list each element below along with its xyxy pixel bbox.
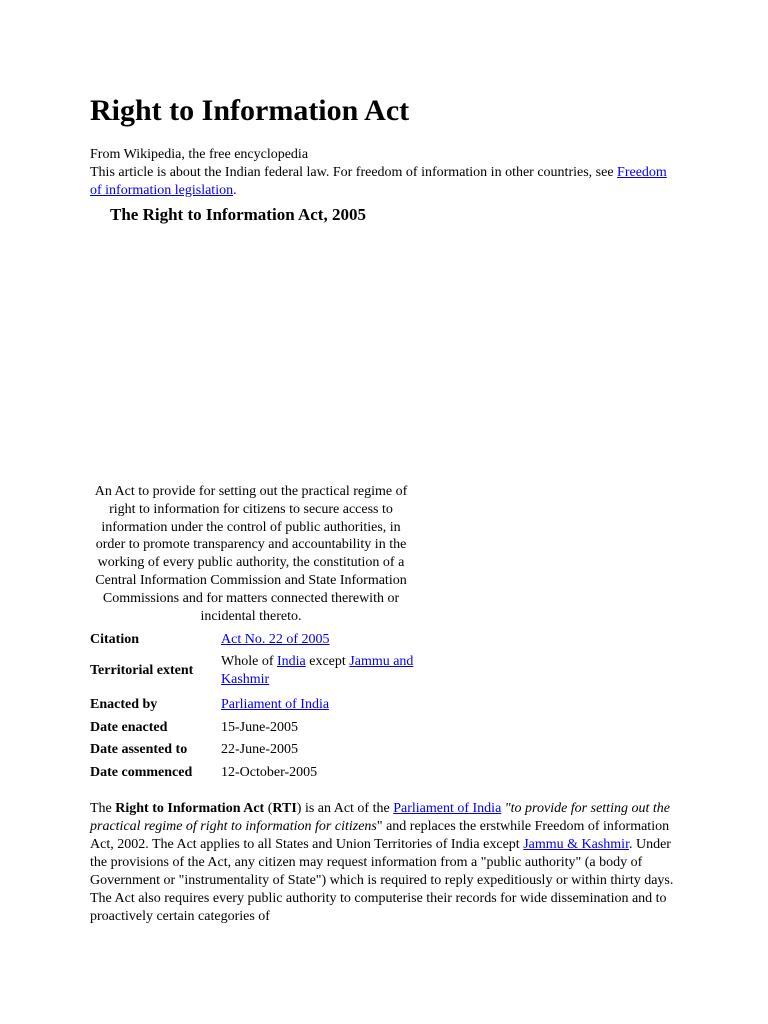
article-meta [90,146,680,200]
parliament-of-india-link[interactable]: Parliament of India [221,696,330,712]
date-enacted-value: 15-June-2005 [221,719,298,735]
infobox-row-date-enacted [90,716,420,739]
extent-mid: except [305,654,350,669]
rti-abbrev-bold: RTI [272,801,297,816]
body-text-1: The [90,801,116,816]
infobox-title: The Right to Information Act, 2005 [110,205,366,224]
date-assented-label: Date assented to [90,742,188,757]
infobox-row-extent [90,651,420,691]
enacted-by-value [221,696,416,714]
act-name-bold: Right to Information Act [115,801,265,816]
extent-value [221,653,416,689]
page-title: Right to Information Act [90,94,410,127]
parliament-link[interactable]: Parliament of India [393,801,502,816]
citation-link[interactable]: Act No. 22 of 2005 [221,632,330,647]
body-text-5: " and replaces the erstwhile Freedom of information Act, 2002. The Act applies to all States and Union Territories of India except [90,819,670,852]
date-commenced-label: Date commenced [90,764,193,780]
body-text-2: ( [264,801,273,816]
infobox-table [90,629,420,784]
intro-paragraph [90,800,682,926]
jammu-kashmir-link[interactable]: Jammu and Kashmir [221,654,414,687]
india-link[interactable]: India [276,654,306,669]
enacted-by-label: Enacted by [90,696,158,712]
citation-label: Citation [90,632,139,647]
date-enacted-label: Date enacted [90,719,168,735]
extent-label: Territorial extent [90,663,194,678]
hatnote-end: . [233,183,237,198]
jammu-kashmir-body-link[interactable]: Jammu & Kashmir [523,837,629,852]
infobox-row-citation [90,629,420,651]
act-quote: "to provide for setting out the practical regime of right to information for citizens [90,801,670,834]
date-commenced-value: 12-October-2005 [221,764,318,780]
infobox-row-date-commenced [90,761,420,784]
body-text-6: . Under the provisions of the Act, any citizen may request information from a "public authority" (a body of Government or "instrumentality of State") which is required to reply expeditiously or within thirty days. The Act also requires every public authority to computerise their records for wide dissemination and to proactively certain categories of [90,837,674,924]
act-long-title: An Act to provide for setting out the practical regime of right to information for citizens to secure access to information under the control of public authorities, in order to promote transparency and accountability in the working of every public authority, the constitution of a Central Information Commission and State Information Commissions and for matters connected therewith or incidental thereto. [94,484,408,624]
article-body [90,800,682,926]
hatnote-text: This article is about the Indian federal law. For freedom of information in other countries, see [90,165,618,180]
date-assented-value: 22-June-2005 [221,742,298,757]
citation-value [221,631,416,649]
body-text-3: ) is an Act of the [296,801,394,816]
freedom-of-information-link[interactable]: Freedom of information legislation [90,165,667,198]
site-subtitle: From Wikipedia, the free encyclopedia [90,147,309,162]
infobox-row-enacted-by [90,693,420,716]
extent-prefix: Whole of [221,654,277,669]
hatnote [90,164,680,200]
infobox-row-date-assented [90,739,420,761]
